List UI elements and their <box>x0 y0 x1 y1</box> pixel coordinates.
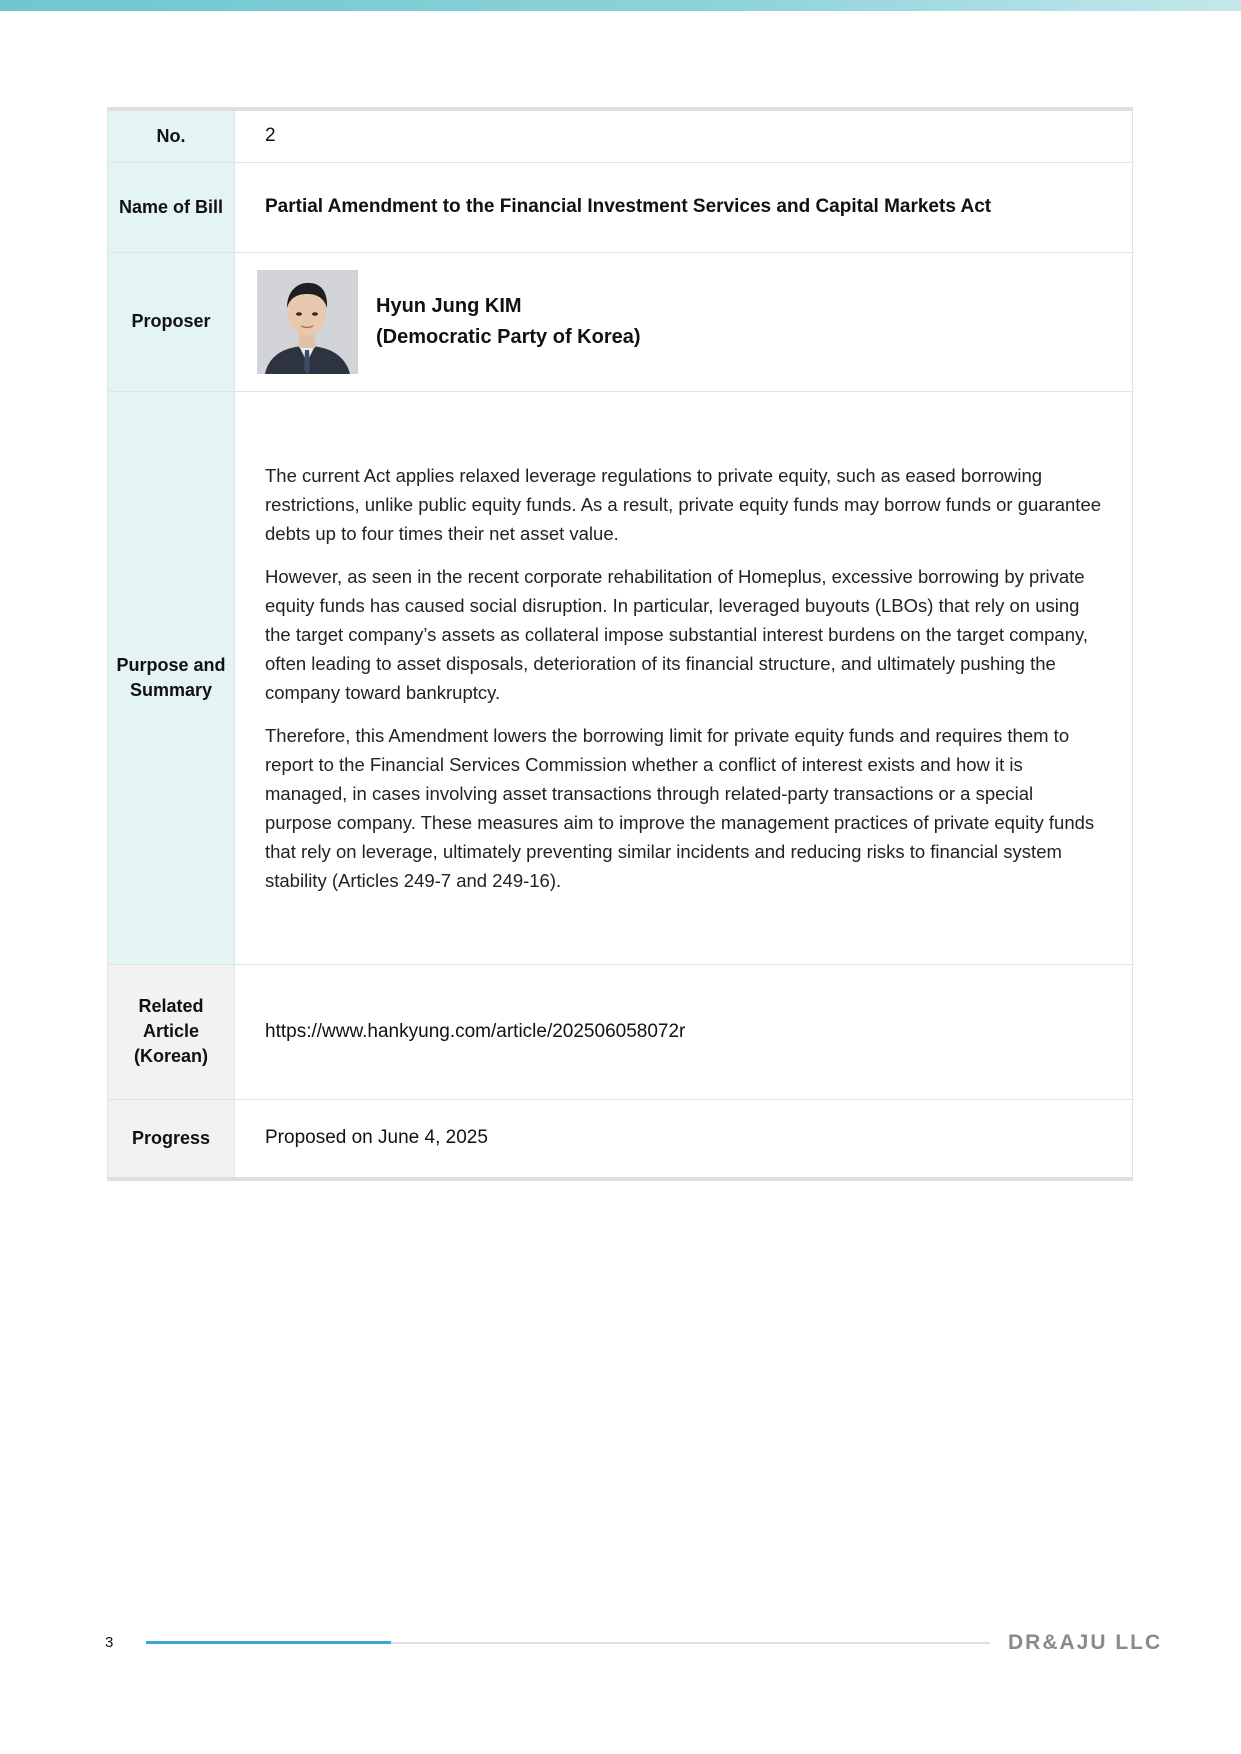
proposer-name: Hyun Jung KIM <box>376 294 522 317</box>
label-no: No. <box>108 109 235 162</box>
bill-name: Partial Amendment to the Financial Investment Services and Capital Markets Act <box>235 162 1133 252</box>
purpose-summary-cell <box>235 391 1133 964</box>
footer-brand-logo: DR&AJU LLC <box>1008 1631 1163 1654</box>
related-article-link[interactable]: https://www.hankyung.com/article/202506058072r <box>235 964 1133 1099</box>
proposer-cell <box>235 252 1133 391</box>
row-proposer <box>108 252 1133 391</box>
row-progress <box>108 1099 1133 1179</box>
top-accent-bar <box>0 0 1241 11</box>
purpose-paragraph: Therefore, this Amendment lowers the borrowing limit for private equity funds and requires them to report to the Financial Services Commission whether a conflict of interest exists and how it is managed, in cases involving asset transactions through related-party transactions or a special purpose company. These measures aim to improve the management practices of private equity funds that rely on leverage, ultimately preventing similar incidents and reducing risks to financial system stability (Articles 249-7 and 249-16). <box>265 724 1095 891</box>
proposer-party: (Democratic Party of Korea) <box>376 325 641 348</box>
label-progress: Progress <box>108 1099 235 1179</box>
label-purpose-summary: Purpose and Summary <box>108 391 235 964</box>
label-name-of-bill: Name of Bill <box>108 162 235 252</box>
page-number: 3 <box>105 1634 114 1651</box>
bill-info-table <box>107 107 1133 1181</box>
proposer-info <box>376 291 641 353</box>
purpose-paragraph: The current Act applies relaxed leverage regulations to private equity, such as eased borrowing restrictions, unlike public equity funds. As a result, private equity funds may borrow funds or guarantee debts up to four times their net asset value. <box>265 464 1102 544</box>
footer-progress-bar <box>146 1641 391 1644</box>
row-related-article <box>108 964 1133 1099</box>
label-proposer: Proposer <box>108 252 235 391</box>
row-no <box>108 109 1133 162</box>
proposer-photo <box>257 270 358 374</box>
row-name-of-bill <box>108 162 1133 252</box>
label-related-article: Related Article (Korean) <box>108 964 235 1099</box>
row-purpose-summary <box>108 391 1133 964</box>
progress-value: Proposed on June 4, 2025 <box>235 1099 1133 1179</box>
bill-number: 2 <box>235 109 1133 162</box>
purpose-paragraph: However, as seen in the recent corporate rehabilitation of Homeplus, excessive borrowing by private equity funds has caused social disruption. In particular, leveraged buyouts (LBOs) that rely on using the target company’s assets as collateral impose substantial interest burdens on the target company, often leading to asset disposals, deterioration of its financial structure, and ultimately pushing the company toward bankruptcy. <box>265 565 1089 703</box>
